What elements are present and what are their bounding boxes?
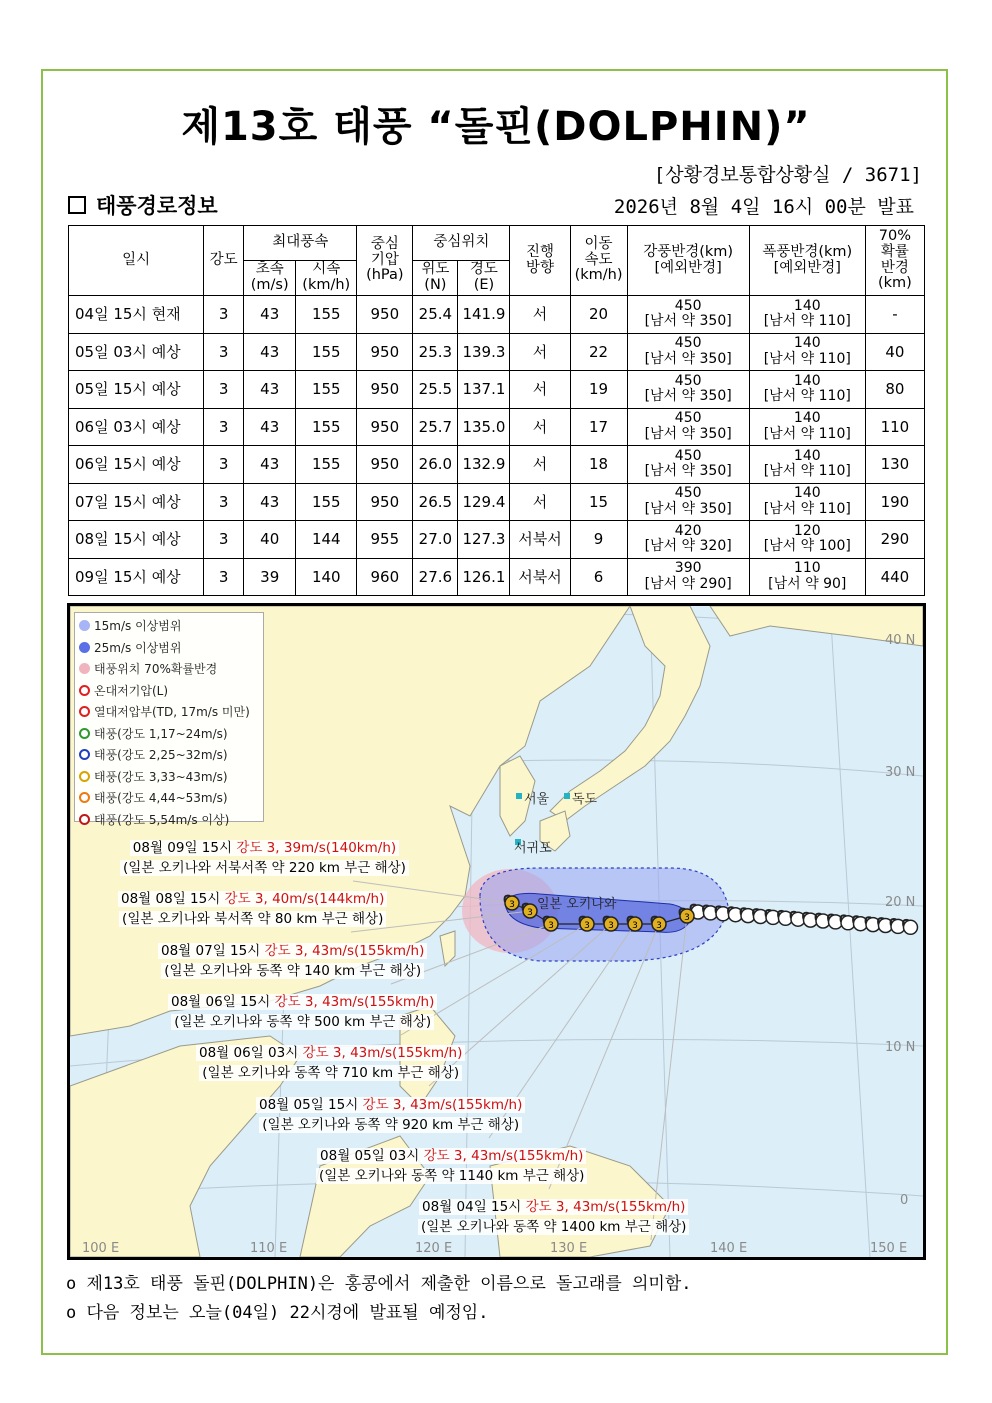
- radius-value: 140: [793, 485, 821, 502]
- legend-label: 열대저압부(TD, 17m/s 미만): [94, 705, 250, 720]
- typhoon-marker: [628, 917, 642, 931]
- cell-pressure: 960: [357, 558, 413, 596]
- lon-label: 120 E: [415, 1241, 453, 1256]
- legend-item: [79, 637, 259, 659]
- issued-time: 2026년 8월 4일 16시 00분 발표: [613, 196, 914, 218]
- cell-speed: 22: [570, 333, 627, 371]
- radius-value: 450: [674, 485, 702, 502]
- legend-item: [79, 744, 259, 766]
- cell-pressure: 950: [357, 371, 413, 409]
- cell-speed: 15: [570, 483, 627, 521]
- track-callout: [256, 1095, 525, 1135]
- legend-label: 태풍(강도 4,44~53m/s): [94, 791, 228, 806]
- lon-label: 140 E: [710, 1241, 748, 1256]
- lat-label: 10 N: [885, 1040, 916, 1055]
- cell-speed: 17: [570, 408, 627, 446]
- cell-wind-ms: 43: [244, 296, 296, 334]
- cell-intensity: 3: [204, 521, 244, 559]
- typhoon-marker: [604, 917, 618, 931]
- cell-speed: 6: [570, 558, 627, 596]
- radius-exception: [남서 약 350]: [644, 425, 732, 442]
- cell-lon: 139.3: [458, 333, 510, 371]
- cell-intensity: 3: [204, 446, 244, 484]
- cell-wind-kmh: 155: [296, 333, 357, 371]
- radius-exception: [남서 약 110]: [763, 463, 851, 480]
- cell-prob70: 110: [865, 408, 924, 446]
- cell-datetime: 07일 15시 예상: [69, 483, 204, 521]
- callout-intensity: 강도 3, 43m/s(155km/h): [525, 1199, 686, 1215]
- cell-lat: 27.0: [413, 521, 458, 559]
- cell-wind-ms: 40: [244, 521, 296, 559]
- notes: [66, 1270, 691, 1328]
- header-lat: 위도 (N): [413, 261, 458, 296]
- callout-description: (일본 오키나와 동쪽 약 500 km 부근 해상): [171, 1014, 434, 1030]
- track-callout: [316, 1146, 587, 1186]
- callout-date: 08월 05일 15시: [259, 1097, 359, 1113]
- callout-date: 08월 07일 15시: [161, 943, 261, 959]
- cell-wind-kmh: 155: [296, 296, 357, 334]
- cell-lon: 141.9: [458, 296, 510, 334]
- cell-lat: 27.6: [413, 558, 458, 596]
- note-line: o 다음 정보는 오늘(04일) 22시경에 발표될 예정임.: [66, 1303, 489, 1323]
- callout-description: (일본 오키나와 동쪽 약 710 km 부근 해상): [199, 1065, 462, 1081]
- callout-date: 08월 04일 15시: [422, 1199, 522, 1215]
- cell-direction: 서: [510, 408, 570, 446]
- cell-storm-radius: [749, 333, 865, 371]
- typhoon-marker: [544, 917, 558, 931]
- radius-exception: [남서 약 110]: [763, 350, 851, 367]
- radius-exception: [남서 약 110]: [763, 500, 851, 517]
- callout-intensity: 강도 3, 43m/s(155km/h): [302, 1045, 463, 1061]
- callout-date: 08월 05일 03시: [320, 1148, 420, 1164]
- table-row: [69, 408, 925, 446]
- cell-direction: 서북서: [510, 521, 570, 559]
- cell-intensity: 3: [204, 483, 244, 521]
- typhoon-green-icon: [79, 728, 90, 739]
- legend-label: 태풍위치 70%확률반경: [94, 662, 218, 677]
- marker-intensity-label: 3: [584, 921, 590, 931]
- cell-prob70: 40: [865, 333, 924, 371]
- radius-value: 110: [793, 560, 821, 577]
- cell-lon: 132.9: [458, 446, 510, 484]
- radius-value: 450: [674, 447, 702, 464]
- cell-prob70: -: [865, 296, 924, 334]
- cell-datetime: 09일 15시 예상: [69, 558, 204, 596]
- typhoon-orange-icon: [79, 792, 90, 803]
- callout-intensity: 강도 3, 43m/s(155km/h): [362, 1097, 523, 1113]
- marker-intensity-label: 3: [527, 908, 533, 918]
- table-row: [69, 333, 925, 371]
- header-datetime: 일시: [69, 226, 204, 296]
- lat-label: 30 N: [885, 765, 916, 780]
- circle-light-blue-icon: [79, 620, 90, 631]
- radius-exception: [남서 약 110]: [763, 425, 851, 442]
- cell-wind-kmh: 140: [296, 558, 357, 596]
- page-title: 제13호 태풍 “돌핀(DOLPHIN)”: [181, 104, 811, 150]
- table-row: [69, 446, 925, 484]
- agency-contact: [상황경보통합상황실 / 3671]: [653, 164, 922, 186]
- place-okinawa: 일본 오키나와: [537, 897, 617, 912]
- place-dokdo: 독도: [572, 792, 598, 807]
- legend-label: 25m/s 이상범위: [94, 640, 182, 655]
- radius-exception: [남서 약 350]: [644, 313, 732, 330]
- header-direction: 진행 방향: [510, 226, 570, 296]
- lat-label: 20 N: [885, 895, 916, 910]
- cell-wind-kmh: 144: [296, 521, 357, 559]
- callout-description: (일본 오키나와 북서쪽 약 80 km 부근 해상): [119, 911, 386, 927]
- legend-item: [79, 766, 259, 788]
- table-row: [69, 371, 925, 409]
- radius-value: 140: [793, 410, 821, 427]
- radius-value: 140: [793, 297, 821, 314]
- legend-item: [79, 723, 259, 745]
- cell-pressure: 950: [357, 483, 413, 521]
- cell-strong-radius: [627, 483, 749, 521]
- cell-lat: 25.5: [413, 371, 458, 409]
- marker-intensity-label: 3: [548, 921, 554, 931]
- radius-exception: [남서 약 110]: [763, 313, 851, 330]
- cell-storm-radius: [749, 446, 865, 484]
- callout-intensity: 강도 3, 43m/s(155km/h): [274, 994, 435, 1010]
- callout-date: 08월 08일 15시: [121, 891, 221, 907]
- legend-label: 태풍(강도 1,17~24m/s): [94, 726, 228, 741]
- header-max-wind: 최대풍속: [244, 226, 357, 261]
- callout-description: (일본 오키나와 동쪽 약 920 km 부근 해상): [259, 1117, 522, 1133]
- cell-datetime: 06일 03시 예상: [69, 408, 204, 446]
- marker-intensity-label: 3: [608, 921, 614, 931]
- typhoon-marker: [505, 896, 519, 910]
- cell-datetime: 05일 03시 예상: [69, 333, 204, 371]
- cell-wind-ms: 43: [244, 483, 296, 521]
- radius-exception: [남서 약 90]: [768, 575, 847, 592]
- typhoon-yellow-icon: [79, 771, 90, 782]
- lat-label: 40 N: [885, 633, 916, 648]
- callout-date: 08월 06일 03시: [199, 1045, 299, 1061]
- place-seogwipo: 서귀포: [514, 841, 552, 856]
- cell-wind-ms: 39: [244, 558, 296, 596]
- typhoon-marker: [652, 917, 666, 931]
- cell-datetime: 05일 15시 예상: [69, 371, 204, 409]
- radius-exception: [남서 약 100]: [763, 538, 851, 555]
- note-line: o 제13호 태풍 돌핀(DOLPHIN)은 홍콩에서 제출한 이름으로 돌고래를 의미함.: [66, 1274, 692, 1294]
- cell-intensity: 3: [204, 371, 244, 409]
- radius-value: 140: [793, 335, 821, 352]
- radius-value: 450: [674, 297, 702, 314]
- callout-date: 08월 06일 15시: [171, 994, 271, 1010]
- cell-wind-ms: 43: [244, 446, 296, 484]
- callout-description: (일본 오키나와 서북서쪽 약 220 km 부근 해상): [120, 860, 409, 876]
- cell-strong-radius: [627, 408, 749, 446]
- cell-pressure: 955: [357, 521, 413, 559]
- cell-lat: 26.5: [413, 483, 458, 521]
- cell-intensity: 3: [204, 408, 244, 446]
- radius-exception: [남서 약 350]: [644, 350, 732, 367]
- tropical-depression-icon: [79, 706, 90, 717]
- cell-prob70: 290: [865, 521, 924, 559]
- track-callout: [158, 941, 427, 981]
- callout-date: 08월 09일 15시: [132, 840, 233, 856]
- circle-pink-icon: [79, 663, 90, 674]
- legend-item: [79, 615, 259, 637]
- cell-direction: 서: [510, 446, 570, 484]
- callout-intensity: 강도 3, 43m/s(155km/h): [423, 1148, 584, 1164]
- cell-prob70: 130: [865, 446, 924, 484]
- marker-intensity-label: 3: [656, 921, 662, 931]
- callout-intensity: 강도 3, 43m/s(155km/h): [264, 943, 425, 959]
- header-wind-ms: 초속 (m/s): [244, 261, 296, 296]
- radius-value: 420: [674, 522, 702, 539]
- cell-prob70: 440: [865, 558, 924, 596]
- cell-strong-radius: [627, 558, 749, 596]
- cell-lon: 129.4: [458, 483, 510, 521]
- cell-pressure: 950: [357, 446, 413, 484]
- radius-value: 450: [674, 335, 702, 352]
- radius-exception: [남서 약 320]: [644, 538, 732, 555]
- checkbox-icon: [68, 196, 86, 214]
- header-wind-kmh: 시속 (km/h): [296, 261, 357, 296]
- radius-value: 450: [674, 410, 702, 427]
- table-row: [69, 521, 925, 559]
- legend-label: 태풍(강도 5,54m/s 이상): [94, 812, 230, 827]
- cell-strong-radius: [627, 296, 749, 334]
- lon-label: 150 E: [870, 1241, 908, 1256]
- lon-label: 110 E: [250, 1241, 288, 1256]
- radius-exception: [남서 약 350]: [644, 463, 732, 480]
- lat-label: 0: [900, 1193, 909, 1208]
- marker-intensity-label: 3: [632, 921, 638, 931]
- legend-label: 온대저기압(L): [94, 683, 169, 698]
- cell-storm-radius: [749, 408, 865, 446]
- cell-storm-radius: [749, 296, 865, 334]
- cell-direction: 서: [510, 296, 570, 334]
- cell-lat: 25.7: [413, 408, 458, 446]
- cell-wind-kmh: 155: [296, 483, 357, 521]
- header-pressure: 중심 기압 (hPa): [357, 226, 413, 296]
- legend-label: 태풍(강도 2,25~32m/s): [94, 748, 228, 763]
- legend-item: [79, 658, 259, 680]
- cell-storm-radius: [749, 483, 865, 521]
- cell-lat: 25.3: [413, 333, 458, 371]
- typhoon-blue-icon: [79, 749, 90, 760]
- legend-item: [79, 787, 259, 809]
- cell-speed: 19: [570, 371, 627, 409]
- track-callout: [196, 1043, 465, 1083]
- cell-direction: 서북서: [510, 558, 570, 596]
- legend-item: [79, 701, 259, 723]
- cell-datetime: 08일 15시 예상: [69, 521, 204, 559]
- extratropical-low-icon: [79, 685, 90, 696]
- cell-strong-radius: [627, 371, 749, 409]
- cell-lon: 127.3: [458, 521, 510, 559]
- radius-value: 140: [793, 372, 821, 389]
- radius-value: 140: [793, 447, 821, 464]
- cell-wind-ms: 43: [244, 408, 296, 446]
- cell-lat: 25.4: [413, 296, 458, 334]
- map-legend: [74, 612, 264, 827]
- cell-strong-radius: [627, 333, 749, 371]
- cell-pressure: 950: [357, 333, 413, 371]
- cell-direction: 서: [510, 371, 570, 409]
- place-seoul: 서울: [524, 792, 550, 807]
- radius-exception: [남서 약 290]: [644, 575, 732, 592]
- track-callout: [168, 992, 437, 1032]
- cell-wind-kmh: 155: [296, 446, 357, 484]
- cell-speed: 18: [570, 446, 627, 484]
- radius-value: 450: [674, 372, 702, 389]
- circle-blue-icon: [79, 642, 90, 653]
- legend-label: 15m/s 이상범위: [94, 619, 182, 634]
- cell-lon: 126.1: [458, 558, 510, 596]
- cell-datetime: 06일 15시 예상: [69, 446, 204, 484]
- cell-lat: 26.0: [413, 446, 458, 484]
- header-strong-radius: 강풍반경(km) [예외반경]: [627, 226, 749, 296]
- cell-direction: 서: [510, 333, 570, 371]
- header-intensity: 강도: [204, 226, 244, 296]
- cell-strong-radius: [627, 446, 749, 484]
- typhoon-marker: [580, 917, 594, 931]
- track-callout: [118, 889, 387, 929]
- track-callout: [418, 1197, 689, 1237]
- header-prob70: 70% 확률 반경 (km): [865, 226, 924, 296]
- header-speed: 이동 속도 (km/h): [570, 226, 627, 296]
- cell-speed: 9: [570, 521, 627, 559]
- marker-intensity-label: 3: [509, 900, 515, 910]
- callout-description: (일본 오키나와 동쪽 약 1140 km 부근 해상): [316, 1168, 587, 1184]
- cell-intensity: 3: [204, 333, 244, 371]
- typhoon-marker: [523, 904, 537, 918]
- typhoon-marker: [680, 909, 694, 923]
- cell-speed: 20: [570, 296, 627, 334]
- typhoon-marker: [903, 920, 917, 934]
- track-callout: [120, 838, 409, 878]
- cell-wind-kmh: 155: [296, 371, 357, 409]
- cell-intensity: 3: [204, 558, 244, 596]
- callout-intensity: 강도 3, 40m/s(144km/h): [224, 891, 385, 907]
- callout-description: (일본 오키나와 동쪽 약 1400 km 부근 해상): [418, 1219, 689, 1235]
- cell-storm-radius: [749, 371, 865, 409]
- cell-intensity: 3: [204, 296, 244, 334]
- table-row: [69, 296, 925, 334]
- cell-wind-kmh: 155: [296, 408, 357, 446]
- legend-item: [79, 680, 259, 702]
- table-row: [69, 483, 925, 521]
- cell-storm-radius: [749, 558, 865, 596]
- header-position: 중심위치: [413, 226, 510, 261]
- cell-lon: 135.0: [458, 408, 510, 446]
- cell-lon: 137.1: [458, 371, 510, 409]
- cell-storm-radius: [749, 521, 865, 559]
- cell-prob70: 80: [865, 371, 924, 409]
- header-storm-radius: 폭풍반경(km) [예외반경]: [749, 226, 865, 296]
- cell-strong-radius: [627, 521, 749, 559]
- marker-intensity-label: 3: [684, 913, 690, 923]
- typhoon-red-icon: [79, 814, 90, 825]
- radius-exception: [남서 약 110]: [763, 388, 851, 405]
- cell-pressure: 950: [357, 408, 413, 446]
- table-row: [69, 558, 925, 596]
- cell-pressure: 950: [357, 296, 413, 334]
- cell-prob70: 190: [865, 483, 924, 521]
- callout-intensity: 강도 3, 39m/s(140km/h): [236, 840, 397, 856]
- radius-exception: [남서 약 350]: [644, 500, 732, 517]
- section-heading: [68, 190, 218, 220]
- callout-description: (일본 오키나와 동쪽 약 140 km 부근 해상): [161, 963, 424, 979]
- radius-exception: [남서 약 350]: [644, 388, 732, 405]
- typhoon-track-table: [68, 225, 925, 596]
- header-lon: 경도 (E): [458, 261, 510, 296]
- section-title: 태풍경로정보: [96, 194, 218, 218]
- radius-value: 120: [793, 522, 821, 539]
- cell-wind-ms: 43: [244, 333, 296, 371]
- legend-label: 태풍(강도 3,33~43m/s): [94, 769, 228, 784]
- legend-item: [79, 809, 259, 831]
- lon-label: 130 E: [550, 1241, 588, 1256]
- cell-datetime: 04일 15시 현재: [69, 296, 204, 334]
- lon-label: 100 E: [82, 1241, 120, 1256]
- cell-direction: 서: [510, 483, 570, 521]
- cell-wind-ms: 43: [244, 371, 296, 409]
- radius-value: 390: [674, 560, 702, 577]
